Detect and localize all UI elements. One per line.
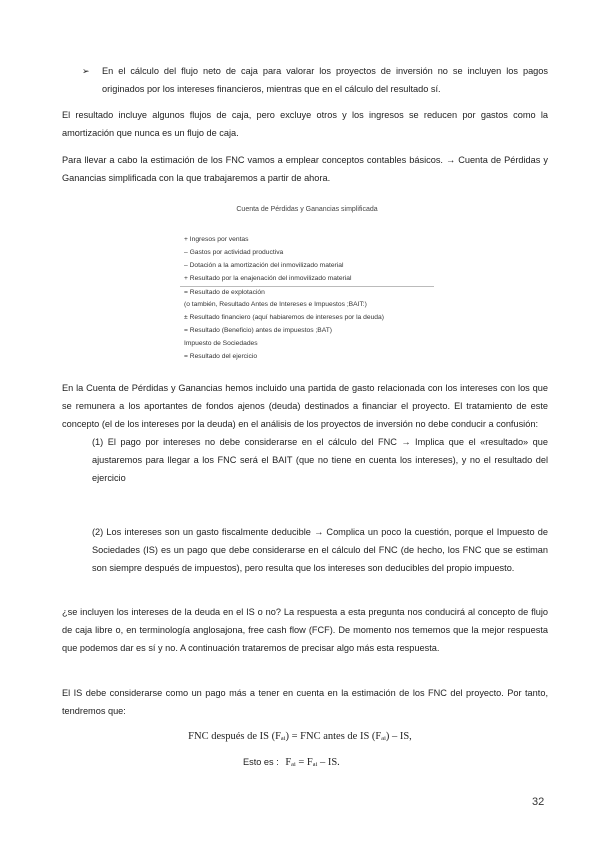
pyg-line: (o también, Resultado Antes de Intereses e Impuestos ;BAIT:)	[184, 301, 367, 308]
paragraph-estimacion: Para llevar a cabo la estimación de los FNC vamos a emplear conceptos contables básicos. → Cuenta de Pérdidas y Ganancias simplificada con la que trabajaremos a partir de ahora.	[62, 155, 548, 183]
pyg-line: – Gastos por actividad productiva	[184, 249, 284, 256]
pyg-line: = Resultado de explotación	[184, 289, 265, 296]
bullet-item	[82, 62, 548, 98]
paragraph-punto-1: (1) El pago por intereses no debe considerarse en el cálculo del FNC → Implica que el «resultado» que ajustaremos para llegar a los FNC será el BAIT (que no tiene en cuenta los intereses), y no el resultado del ejercicio	[92, 437, 548, 483]
pyg-divider	[180, 286, 434, 287]
pyg-line: + Resultado por la enajenación del inmovilizado material	[184, 275, 352, 282]
pyg-line: = Resultado (Beneficio) antes de impuestos ;BAT)	[184, 327, 333, 334]
paragraph-intereses: En la Cuenta de Pérdidas y Ganancias hemos incluido una partida de gasto relacionada con los intereses con los que se remunera a los aportantes de fondos ajenos (deuda) destinados a financiar el proyecto. El tratamiento de este concepto (el de los intereses por la deuda) en el análisis de los proyectos de inversión no debe conducir a confusión:	[62, 383, 548, 429]
page-number: 32	[532, 796, 545, 808]
formula-esto	[243, 757, 340, 768]
formula-fnc: FNC después de IS (Fₐᵢ) = FNC antes de IS (Fₐᵢ) – IS,	[188, 731, 412, 742]
paragraph-resultado: El resultado incluye algunos flujos de caja, pero excluye otros y los ingresos se reducen por gastos como la amortización que nunca es un flujo de caja.	[62, 110, 548, 138]
pyg-line: + Ingresos por ventas	[184, 236, 249, 243]
pyg-line: = Resultado del ejercicio	[184, 353, 258, 360]
pyg-figure	[180, 200, 434, 368]
paragraph-is: El IS debe considerarse como un pago más a tener en cuenta en la estimación de los FNC del proyecto. Por tanto, tendremos que:	[62, 688, 548, 716]
paragraph-punto-2: (2) Los intereses son un gasto fiscalmente deducible → Complica un poco la cuestión, porque el Impuesto de Sociedades (IS) es un pago que debe considerarse en el cálculo del FNC (de hecho, los FNC que se estiman son siempre después de impuestos), pero resulta que los intereses son deducibles del propio impuesto.	[92, 527, 548, 573]
pyg-line: ± Resultado financiero (aquí habiaremos de intereses por la deuda)	[184, 314, 384, 321]
pyg-line: Impuesto de Sociedades	[184, 340, 258, 347]
paragraph-pregunta: ¿se incluyen los intereses de la deuda en el IS o no? La respuesta a esta pregunta nos conducirá al concepto de flujo de caja libre o, en terminología anglosajona, free cash flow (FCF). De momento nos tememos que la mejor respuesta que podemos dar es sí y no. A continuación trataremos de precisar algo más esta respuesta.	[62, 607, 548, 653]
bullet-text: En el cálculo del flujo neto de caja para valorar los proyectos de inversión no se incluyen los pagos originados por los intereses financieros, mientras que en el cálculo del resultado sí.	[102, 66, 548, 94]
pyg-line: – Dotación a la amortización del inmovilizado material	[184, 262, 344, 269]
esto-formula: Fₐᵢ = Fₐᵢ – IS.	[285, 757, 340, 768]
arrow-bullet-icon: ➢	[82, 66, 90, 76]
esto-label: Esto es :	[243, 757, 279, 767]
pyg-title: Cuenta de Pérdidas y Ganancias simplificada	[236, 206, 378, 213]
